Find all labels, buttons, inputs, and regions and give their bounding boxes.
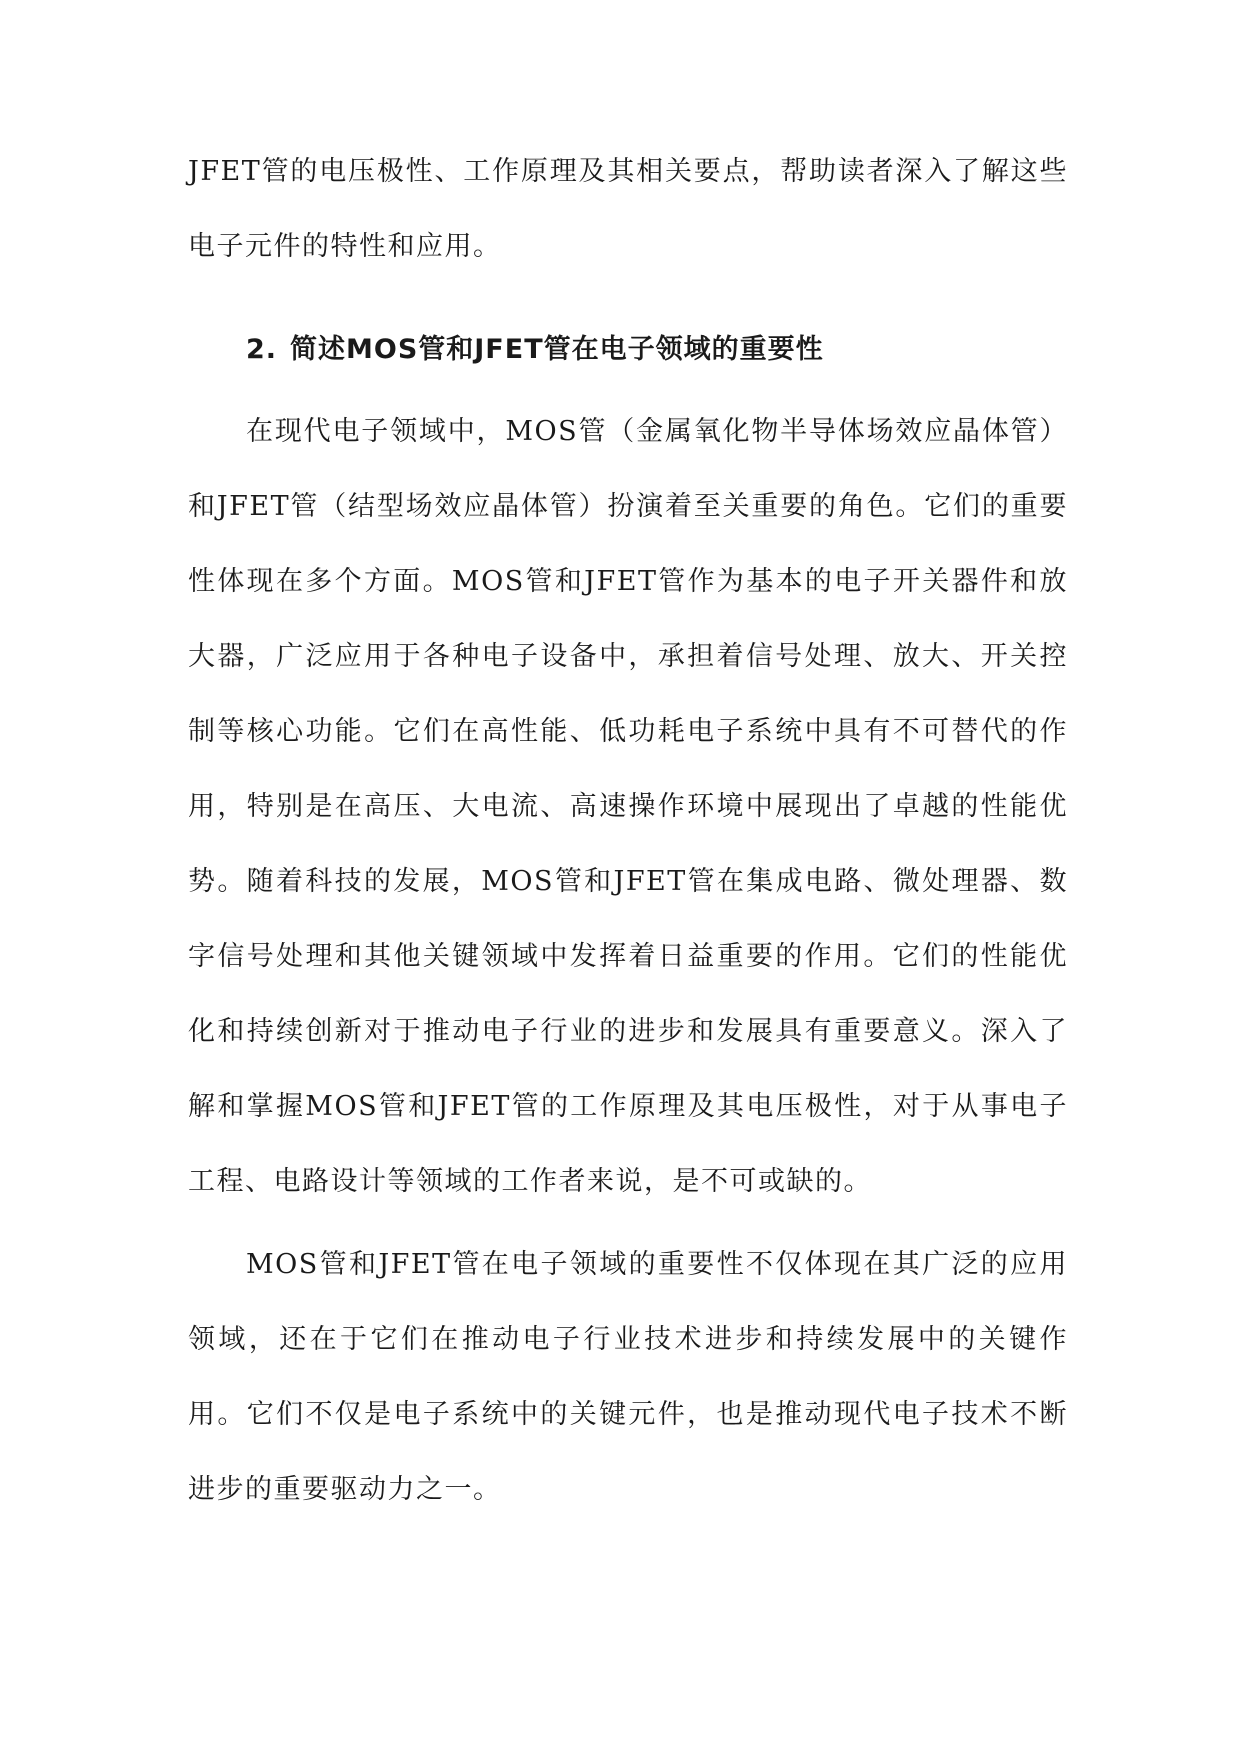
body-paragraph-1: 在现代电子领域中，MOS管（金属氧化物半导体场效应晶体管）和JFET管（结型场效应晶体管）扮演着至关重要的角色。它们的重要性体现在多个方面。MOS管和JFET管作为基本的电子开关器件和放大器，广泛应用于各种电子设备中，承担着信号处理、放大、开关控制等核心功能。它们在高性能、低功耗电子系统中具有不可替代的作用，特别是在高压、大电流、高速操作环境中展现出了卓越的性能优势。随着科技的发展，MOS管和JFET管在集成电路、微处理器、数字信号处理和其他关键领域中发挥着日益重要的作用。它们的性能优化和持续创新对于推动电子行业的进步和发展具有重要意义。深入了解和掌握MOS管和JFET管的工作原理及其电压极性，对于从事电子工程、电路设计等领域的工作者来说，是不可或缺的。 — [188, 416, 1068, 1197]
body-paragraph-2-block — [188, 1227, 1068, 1527]
intro-paragraph-block — [188, 134, 1068, 284]
body-paragraph-1-block — [188, 394, 1068, 1219]
section-number: 2. — [246, 334, 278, 365]
section-heading — [246, 330, 1126, 370]
intro-paragraph: JFET管的电压极性、工作原理及其相关要点，帮助读者深入了解这些电子元件的特性和应用。 — [188, 156, 1068, 262]
body-paragraph-2: MOS管和JFET管在电子领域的重要性不仅体现在其广泛的应用领域，还在于它们在推动电子行业技术进步和持续发展中的关键作用。它们不仅是电子系统中的关键元件，也是推动现代电子技术不断进步的重要驱动力之一。 — [188, 1249, 1068, 1505]
section-title: 简述MOS管和JFET管在电子领域的重要性 — [290, 334, 824, 365]
